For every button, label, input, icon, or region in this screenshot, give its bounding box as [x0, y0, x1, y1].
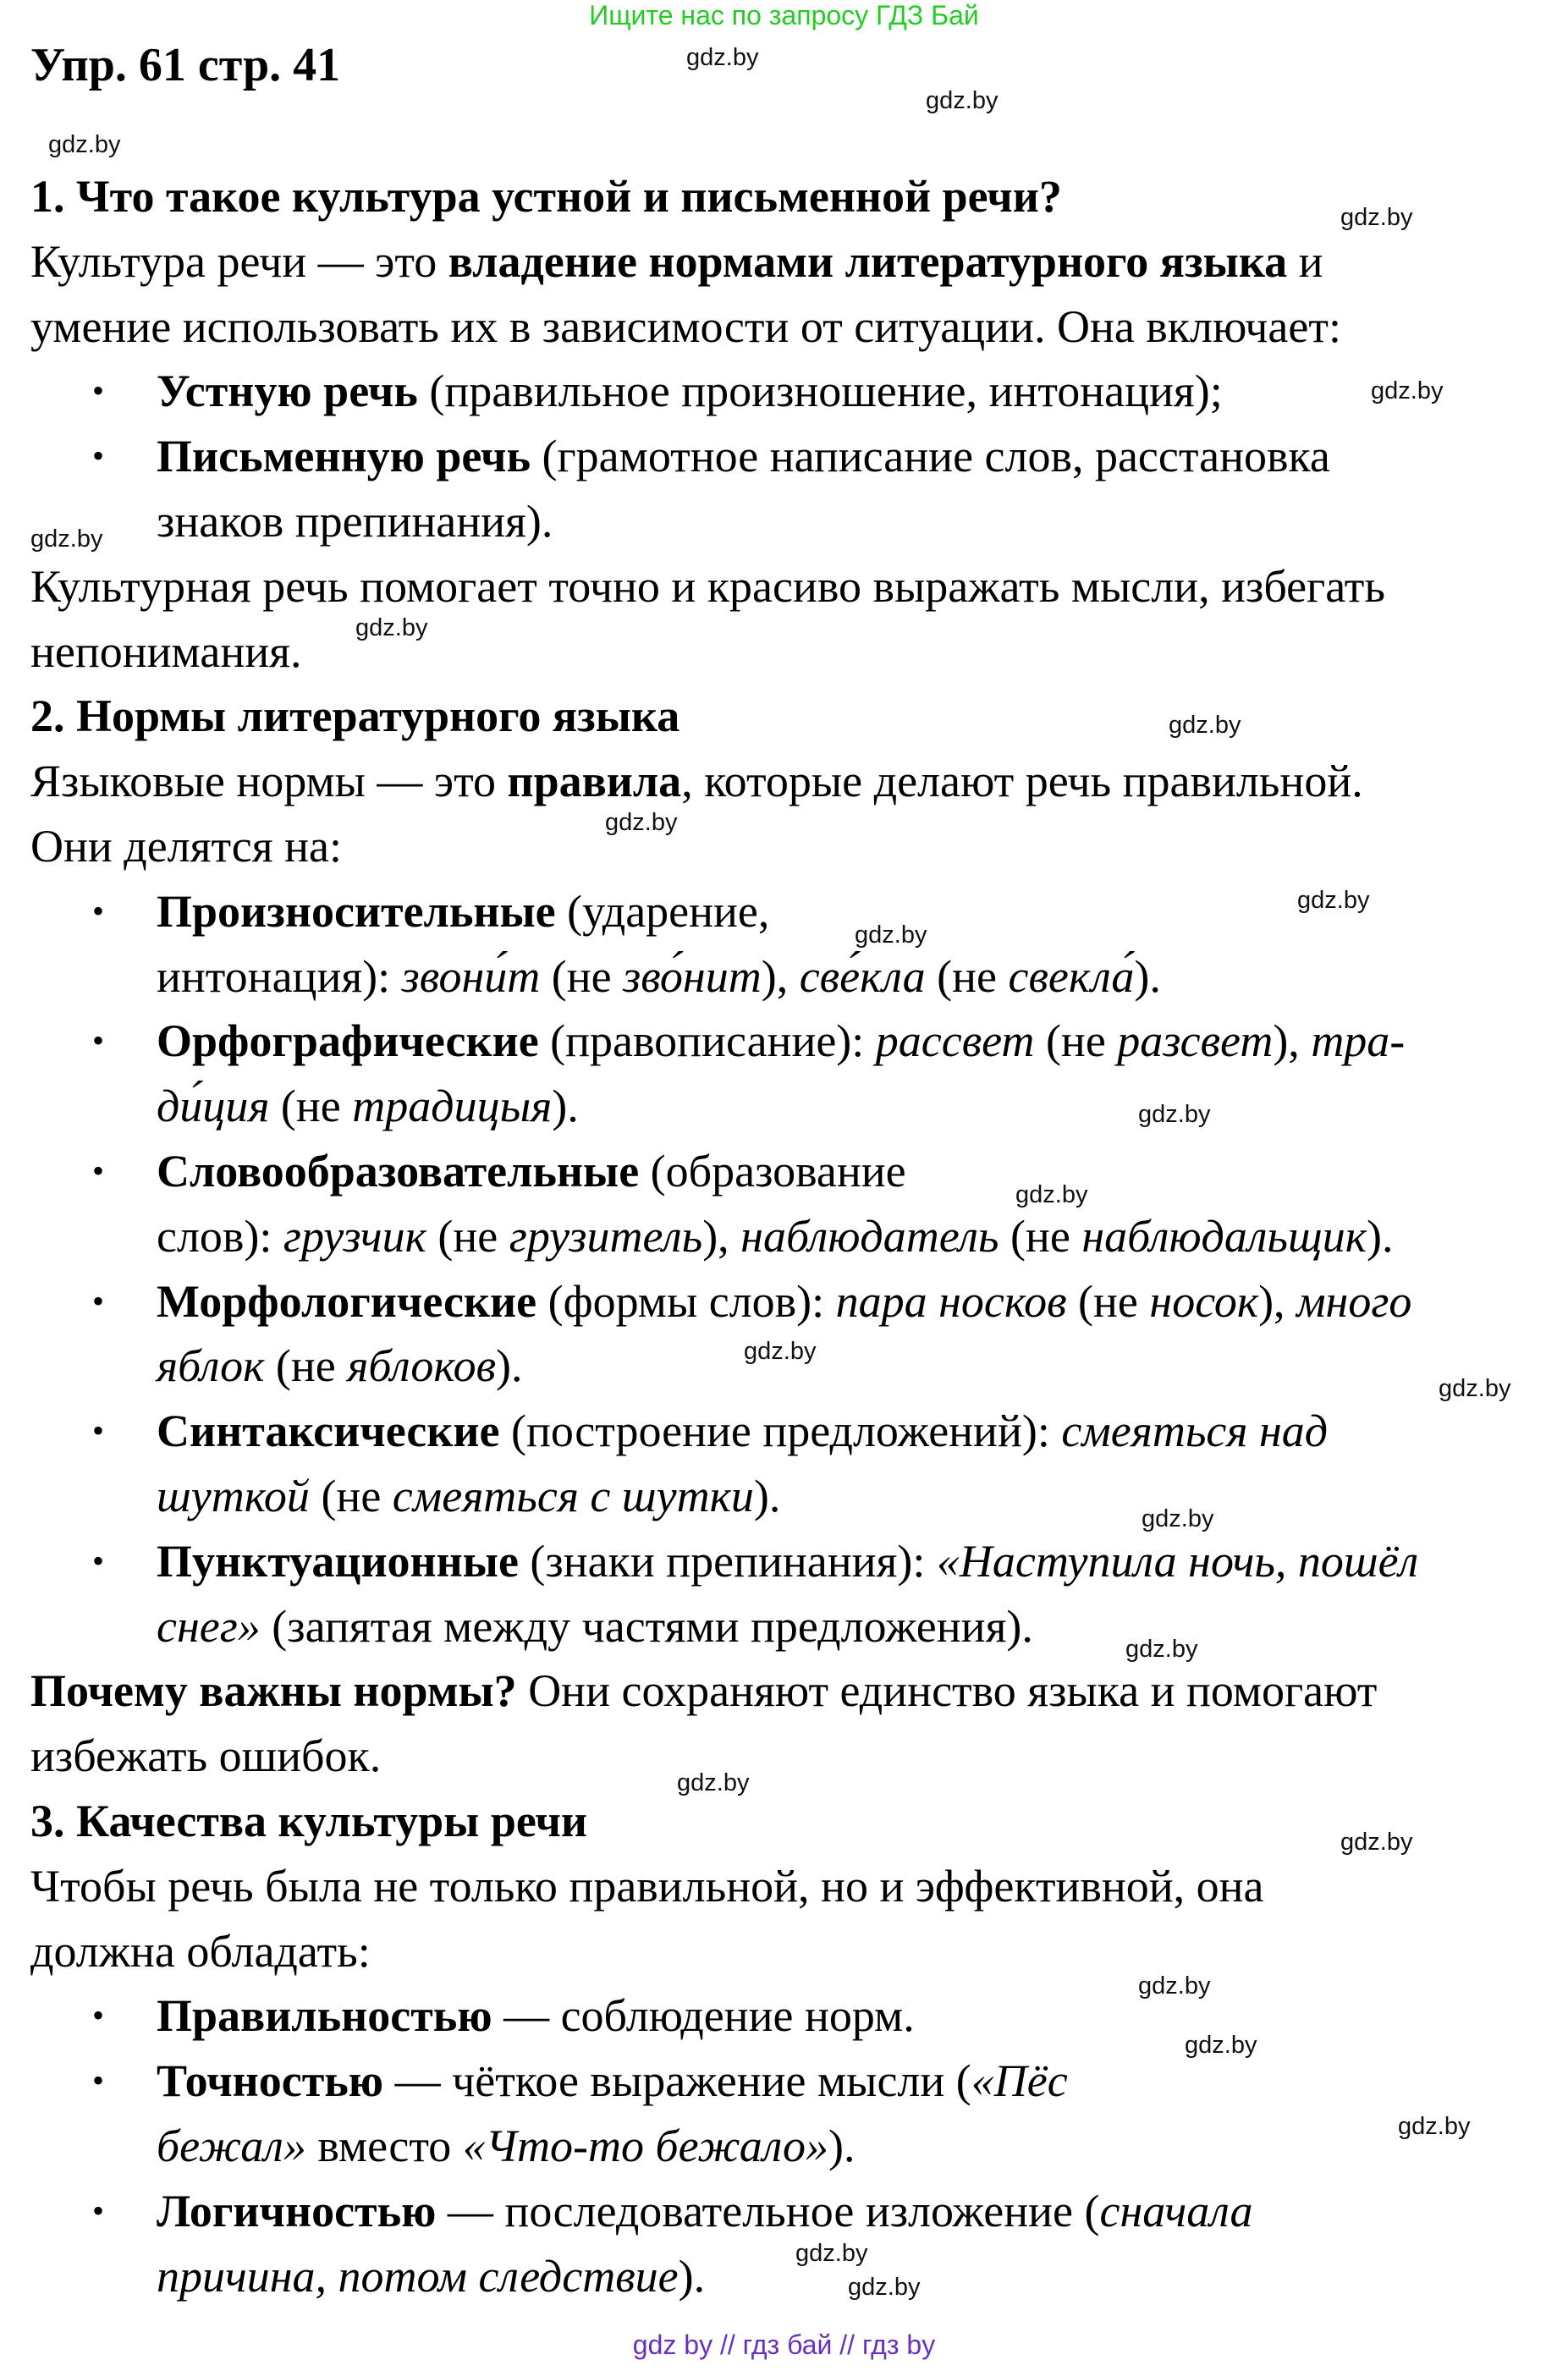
italic-text: тра-: [1311, 1015, 1406, 1067]
italic-text: яблоков: [347, 1340, 497, 1392]
text-line: [157, 1081, 579, 1131]
text: ).: [753, 1471, 781, 1521]
text-line: [30, 236, 1323, 287]
bold-text: Письменную речь: [157, 431, 531, 482]
text: (образование: [639, 1146, 906, 1197]
watermark-text: gdz.by: [848, 2274, 921, 2301]
text: (не: [999, 1210, 1082, 1262]
list-item: [92, 1406, 1329, 1457]
bold-text: 2. Нормы литературного языка: [30, 690, 680, 742]
text: знаков препинания).: [157, 496, 553, 547]
footer-watermark: gdz by // гдз бай // гдз by: [632, 2330, 936, 2360]
text: — чёткое выражение мысли (: [383, 2055, 971, 2107]
text: (не: [309, 1471, 393, 1521]
italic-text: зво́нит: [623, 950, 762, 1002]
bold-text: владение нормами литературного языка: [448, 235, 1288, 287]
bullet-icon: •: [92, 1996, 105, 2035]
text: Они сохраняют единство языка и помогают: [516, 1665, 1378, 1717]
text: (запятая между частями предложения).: [260, 1600, 1033, 1652]
text: , которые делают речь правильной.: [681, 756, 1363, 807]
text: Культура речи — это: [30, 235, 448, 287]
text: Языковые нормы — это: [30, 756, 508, 807]
text: избежать ошибок.: [30, 1730, 382, 1782]
italic-text: много: [1296, 1275, 1412, 1327]
watermark-text: gdz.by: [1125, 1636, 1198, 1663]
italic-text: рассвет: [875, 1015, 1035, 1067]
watermark-text: gdz.by: [1142, 1505, 1214, 1532]
bullet-icon: •: [92, 1152, 105, 1190]
bold-text: Логичностью: [157, 2185, 437, 2236]
list-item: [92, 366, 1223, 417]
text: — соблюдение норм.: [492, 1990, 915, 2042]
watermark-text: gdz.by: [1340, 1829, 1413, 1856]
list-item: [92, 2185, 1253, 2236]
bold-text: 3. Качества культуры речи: [30, 1796, 588, 1846]
watermark-text: gdz.by: [795, 2240, 868, 2267]
list-item: [92, 885, 770, 937]
text: (не: [426, 1210, 509, 1262]
text: (построение предложений):: [499, 1406, 1062, 1457]
watermark-text: gdz.by: [926, 87, 999, 114]
watermark-text: gdz.by: [1398, 2113, 1471, 2140]
text: (не: [269, 1081, 353, 1132]
italic-text: шуткой: [157, 1471, 310, 1521]
watermark-text: gdz.by: [1439, 1375, 1511, 1402]
bullet-icon: •: [92, 371, 105, 410]
italic-text: «Наступила ночь, пошёл: [936, 1535, 1419, 1587]
search-banner: Ищите нас по запросу ГДЗ Бай: [589, 0, 979, 30]
text: Культурная речь помогает точно и красиво выражать мысли, избегать: [30, 560, 1385, 612]
text: ),: [761, 950, 800, 1002]
watermark-text: gdz.by: [1169, 712, 1241, 739]
text: (грамотное написание слов, расстановка: [531, 431, 1330, 482]
bold-text: Произносительные: [157, 885, 556, 937]
text: должна обладать:: [30, 1925, 371, 1977]
italic-text: традицыя: [352, 1081, 553, 1132]
italic-text: пара носков: [835, 1275, 1067, 1327]
italic-text: сначала: [1099, 2185, 1253, 2236]
text: ),: [1273, 1015, 1312, 1067]
text-line: [30, 171, 1062, 222]
text-line: [157, 2121, 855, 2171]
text: ).: [828, 2121, 856, 2171]
italic-text: наблюдальщик: [1081, 1210, 1367, 1262]
watermark-text: gdz.by: [1138, 1972, 1211, 2000]
italic-text: снег»: [157, 1600, 261, 1652]
watermark-text: gdz.by: [48, 131, 121, 158]
watermark-text: gdz.by: [744, 1338, 817, 1365]
text-line: [157, 1471, 780, 1521]
text: (правильное произношение, интонация);: [417, 366, 1223, 417]
text-line: [30, 301, 1341, 352]
bullet-icon: •: [92, 2191, 105, 2230]
watermark-text: gdz.by: [686, 44, 759, 71]
text: и: [1287, 235, 1323, 287]
list-item: [92, 1275, 1412, 1327]
text: (знаки препинания):: [518, 1535, 937, 1587]
italic-text: звони́т: [401, 950, 541, 1002]
text: ),: [1258, 1275, 1297, 1327]
text-line: [30, 690, 679, 741]
text-line: [157, 496, 553, 547]
italic-text: «Что-то бежало»: [462, 2121, 828, 2171]
text: ).: [552, 1081, 579, 1132]
watermark-text: gdz.by: [30, 525, 103, 553]
list-item: [92, 1535, 1419, 1587]
italic-text: причина, потом следствие: [157, 2250, 679, 2302]
text: ).: [1134, 950, 1161, 1002]
text: ).: [678, 2250, 706, 2302]
bold-text: Упр. 61 стр. 41: [30, 39, 341, 91]
text: ).: [1367, 1210, 1394, 1262]
italic-text: све́кла: [799, 950, 926, 1002]
watermark-text: gdz.by: [605, 809, 678, 836]
watermark-text: gdz.by: [1297, 887, 1370, 914]
watermark-text: gdz.by: [1371, 377, 1444, 404]
italic-text: грузитель: [509, 1210, 703, 1262]
bold-text: Пунктуационные: [157, 1535, 519, 1587]
text-line: [30, 1796, 587, 1846]
watermark-text: gdz.by: [855, 921, 927, 949]
text: умение использовать их в зависимости от ситуации. Она включает:: [30, 300, 1341, 352]
list-item: [92, 1146, 906, 1197]
bold-text: Словообразовательные: [157, 1146, 640, 1197]
bold-text: правила: [507, 756, 682, 807]
italic-text: ди́ция: [157, 1081, 270, 1132]
italic-text: яблок: [157, 1340, 265, 1392]
watermark-text: gdz.by: [677, 1769, 750, 1796]
italic-text: свекла́: [1008, 950, 1135, 1002]
text-line: [30, 1861, 1264, 1912]
bold-text: Почему важны нормы?: [30, 1665, 517, 1717]
watermark-text: gdz.by: [1185, 2032, 1257, 2059]
text: (не: [925, 950, 1009, 1002]
bullet-icon: •: [92, 1021, 105, 1060]
text: ).: [496, 1340, 523, 1392]
text-line: [157, 1340, 523, 1391]
text: (не: [1034, 1015, 1118, 1067]
list-item: [92, 1015, 1406, 1067]
text-line: [157, 951, 1161, 1002]
watermark-text: gdz.by: [1138, 1101, 1211, 1128]
italic-text: носок: [1149, 1275, 1259, 1327]
bullet-icon: •: [92, 1411, 105, 1450]
text-line: [30, 1665, 1377, 1716]
bold-text: Орфографические: [157, 1015, 539, 1067]
text: непонимания.: [30, 625, 302, 677]
bullet-icon: •: [92, 891, 105, 930]
bold-text: 1. Что такое культура устной и письменной речи?: [30, 171, 1062, 222]
text: слов):: [157, 1210, 283, 1262]
text: вместо: [305, 2121, 463, 2171]
text: (ударение,: [555, 885, 770, 937]
bold-text: Устную речь: [157, 366, 418, 417]
text-line: [30, 821, 342, 872]
bullet-icon: •: [92, 2061, 105, 2100]
text: ),: [702, 1210, 741, 1262]
text: Чтобы речь была не только правильной, но и эффективной, она: [30, 1860, 1264, 1912]
text-line: [30, 626, 301, 677]
text: (не: [1066, 1275, 1150, 1327]
list-item: [92, 1990, 915, 2042]
italic-text: грузчик: [283, 1210, 426, 1262]
text-line: [30, 561, 1385, 612]
italic-text: «Пёс: [971, 2055, 1068, 2107]
text-line: [30, 756, 1363, 806]
italic-text: разсвет: [1117, 1015, 1274, 1067]
bullet-icon: •: [92, 437, 105, 476]
text: (не: [264, 1340, 348, 1392]
italic-text: смеяться с шутки: [392, 1471, 754, 1521]
italic-text: наблюдатель: [740, 1210, 999, 1262]
text: (правописание):: [538, 1015, 876, 1067]
page-title: [30, 40, 340, 91]
italic-text: бежал»: [157, 2121, 306, 2171]
watermark-text: gdz.by: [1015, 1181, 1088, 1208]
text-line: [157, 1211, 1393, 1262]
text: — последовательное изложение (: [436, 2185, 1100, 2236]
bullet-icon: •: [92, 1281, 105, 1320]
list-item: [92, 2055, 1068, 2107]
list-item: [92, 431, 1330, 482]
text-line: [30, 1926, 371, 1977]
bold-text: Правильностью: [157, 1990, 492, 2042]
text-line: [30, 1730, 381, 1781]
text: интонация):: [157, 950, 402, 1002]
bold-text: Точностью: [157, 2055, 384, 2107]
text-line: [157, 2251, 705, 2302]
italic-text: смеяться над: [1061, 1406, 1329, 1457]
watermark-text: gdz.by: [1340, 204, 1413, 231]
bullet-icon: •: [92, 1541, 105, 1580]
text: (формы слов):: [536, 1275, 836, 1327]
text: Они делятся на:: [30, 821, 342, 872]
watermark-text: gdz.by: [355, 614, 428, 641]
text-line: [157, 1601, 1033, 1652]
text: (не: [540, 950, 624, 1002]
bold-text: Морфологические: [157, 1275, 537, 1327]
bold-text: Синтаксические: [157, 1406, 500, 1457]
